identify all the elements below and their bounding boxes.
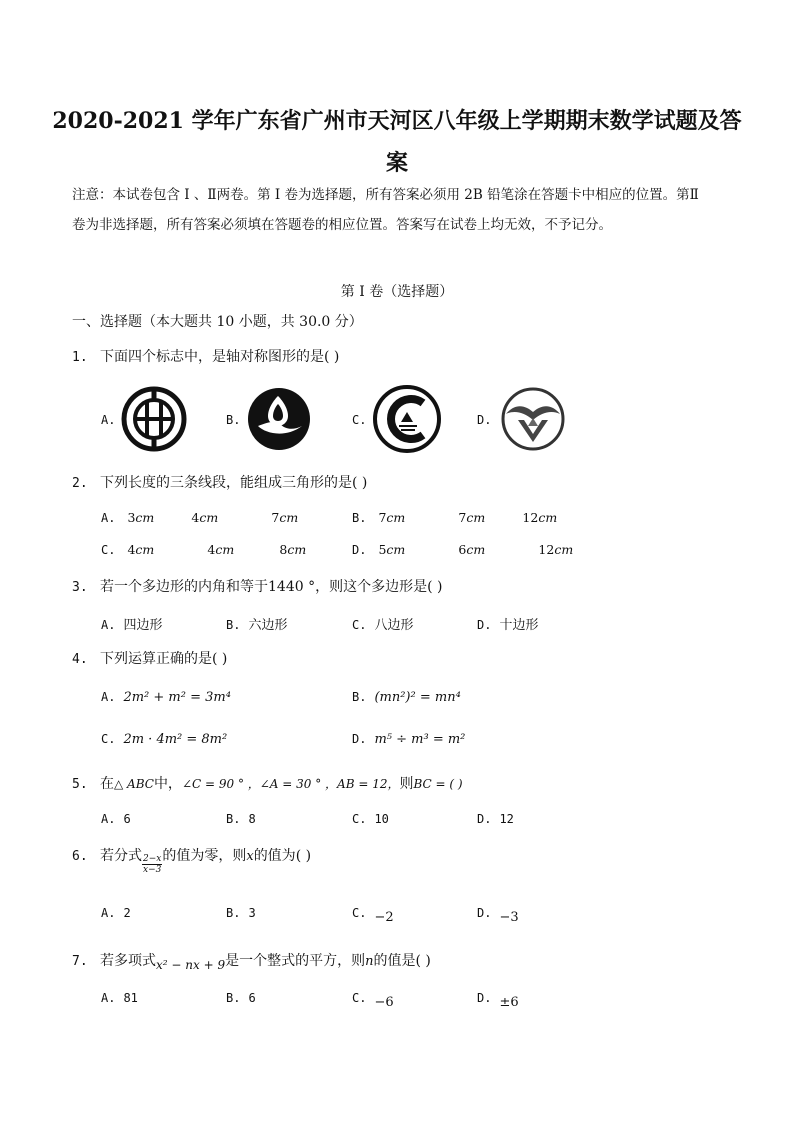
question-2 [72,472,367,492]
option-c [352,812,389,827]
angle-sum-value: 1440 ° [268,579,316,595]
part-title: 一、选择题（本大题共 10 小题，共 30.0 分） [72,314,363,330]
option-text: 六边形 [248,618,288,633]
question-stem-cont: 中， [153,776,182,792]
water-drop-logo-icon [246,386,312,452]
question-stem: 在 [100,776,114,792]
option-expression: m⁵ ÷ m³ = m² [374,732,466,747]
question-number: 4. [72,652,88,667]
option-label: C. [352,413,367,427]
option-text: 3 [248,906,256,920]
option-d [477,991,519,1010]
option-b [352,690,461,705]
question-stem: 若分式 [100,848,142,864]
option-text: ±6 [499,995,519,1010]
option-label: B. [226,413,241,427]
option-label: A. [101,906,116,920]
option-label: A. [101,511,116,525]
option-label: D. [477,991,492,1005]
page-title-continued: 案 [385,150,408,176]
option-text: 6 [123,812,131,826]
question-stem: 下列运算正确的是 [100,651,212,667]
question-stem-cont: ，则这个多边形是 [315,579,428,595]
option-d [477,413,499,428]
option-label: D. [352,543,367,557]
length-2: 6cm [458,542,486,557]
option-label: A. [101,812,116,826]
question-stem-then: 则 [399,776,414,792]
option-label: D. [477,618,492,632]
length-3: 8cm [279,542,307,557]
question-stem: 下面四个标志中，是轴对称图形的是 [100,349,324,365]
answer-paren: ( ) [295,848,312,864]
answer-paren: ( ) [415,953,431,969]
option-label: B. [226,991,241,1005]
option-text: 十边形 [499,618,539,633]
option-label: B. [352,511,367,525]
length-3: 12cm [538,542,574,557]
triangle-name: △ ABC [114,777,154,791]
option-label: B. [226,812,241,826]
question-stem-cont: 的值为零，则 [162,848,247,864]
option-label: A. [101,991,116,1005]
length-2: 4cm [207,542,235,557]
option-a [101,812,131,827]
option-text: −2 [374,910,394,925]
question-stem: 若多项式 [100,953,156,969]
fraction-numerator: 2−x [143,853,162,864]
c-mountain-logo-icon [373,384,441,454]
option-b [226,906,256,921]
length-1: 3cm [127,510,155,525]
option-label: B. [226,618,241,632]
option-d [352,542,592,557]
question-number: 2. [72,476,88,491]
notice-paragraph [72,180,732,240]
question-number: 5. [72,777,88,792]
option-b [226,812,256,827]
question-4 [72,648,227,668]
variable: n [365,954,374,969]
length-1: 5cm [378,542,406,557]
option-a [101,906,131,921]
option-text: −3 [499,910,519,925]
option-text: 四边形 [123,618,163,633]
option-c [352,413,374,428]
option-d [477,906,519,925]
option-label: A. [101,618,116,632]
option-label: C. [352,991,367,1005]
section-title: 第 Ⅰ 卷（选择题） [340,284,454,300]
option-label: C. [101,543,116,557]
option-label: D. [477,812,492,826]
option-c [352,991,394,1010]
polynomial: x² − nx + 9 [156,958,226,972]
length-1: 7cm [378,510,406,525]
option-text: 6 [248,991,256,1005]
option-a [101,690,231,705]
question-6 [72,845,312,875]
option-text: 8 [248,812,256,826]
option-c [352,614,413,633]
option-text: 八边形 [374,618,414,633]
fraction-denominator: x−3 [143,864,162,875]
option-b [352,510,592,525]
question-number: 6. [72,849,88,864]
question-stem-end: 的值为 [253,848,296,864]
option-label: D. [477,413,492,427]
question-stem: 下列长度的三条线段，能组成三角形的是 [100,475,352,491]
option-label: D. [352,732,367,746]
length-1: 4cm [127,542,155,557]
question-number: 7. [72,954,88,969]
answer-paren: ( ) [212,651,228,667]
option-text: 10 [374,812,389,826]
notice-line-2: 卷为非选择题，所有答案必须填在答题卷的相应位置。答案写在试卷上均无效，不予记分。 [72,217,612,233]
option-label: C. [101,732,116,746]
option-label: C. [352,812,367,826]
option-a [101,991,138,1006]
option-d [477,812,514,827]
question-number: 1. [72,350,88,365]
answer-paren: ( ) [352,475,368,491]
option-expression: 2m · 4m² = 8m² [123,732,228,747]
option-d [477,614,538,633]
variable: x [246,849,254,864]
option-text: 2 [123,906,131,920]
answer-paren: ( ) [324,349,340,365]
option-label: A. [101,690,116,704]
notice-line-1: 注意：本试卷包含 Ⅰ 、Ⅱ两卷。第 Ⅰ 卷为选择题，所有答案必须用 2B 铅笔涂在答题卡中相应的位置。第Ⅱ [72,187,699,203]
option-expression: 2m² + m² = 3m⁴ [123,690,231,705]
option-expression: (mn²)² = mn⁴ [374,690,461,705]
question-stem-end: 的值是 [373,953,416,969]
wing-v-logo-icon [500,386,566,452]
question-7 [72,950,431,970]
option-label: D. [477,906,492,920]
option-label: A. [101,413,116,427]
question-number: 3. [72,580,88,595]
option-label: B. [352,690,367,704]
option-a [101,510,341,525]
option-label: C. [352,906,367,920]
option-b [226,614,287,633]
option-c [352,906,394,925]
page-title: 2020-2021 学年广东省广州市天河区八年级上学期期末数学试题及答 [52,108,742,134]
option-text: 81 [123,991,138,1005]
length-3: 12cm [522,510,558,525]
option-a [101,614,162,633]
question-1 [72,346,339,366]
option-b [226,991,256,1006]
length-3: 7cm [271,510,299,525]
circle-grid-logo-icon [121,386,187,452]
option-label: B. [226,906,241,920]
answer-paren: ( ) [427,579,443,595]
option-d [352,732,465,747]
fraction [142,854,162,875]
option-c [101,542,341,557]
length-2: 4cm [191,510,219,525]
option-c [101,732,227,747]
question-5 [72,773,463,793]
question-stem-cont: 是一个整式的平方，则 [225,953,366,969]
question-stem: 若一个多边形的内角和等于 [100,579,268,595]
option-label: C. [352,618,367,632]
bc-query: BC = ( ) [413,777,463,791]
conditions: ∠C = 90 ° ，∠A = 30 ° ，AB = 12， [181,777,400,791]
length-2: 7cm [458,510,486,525]
question-3 [72,576,442,596]
option-text: 12 [499,812,514,826]
option-text: −6 [374,995,394,1010]
